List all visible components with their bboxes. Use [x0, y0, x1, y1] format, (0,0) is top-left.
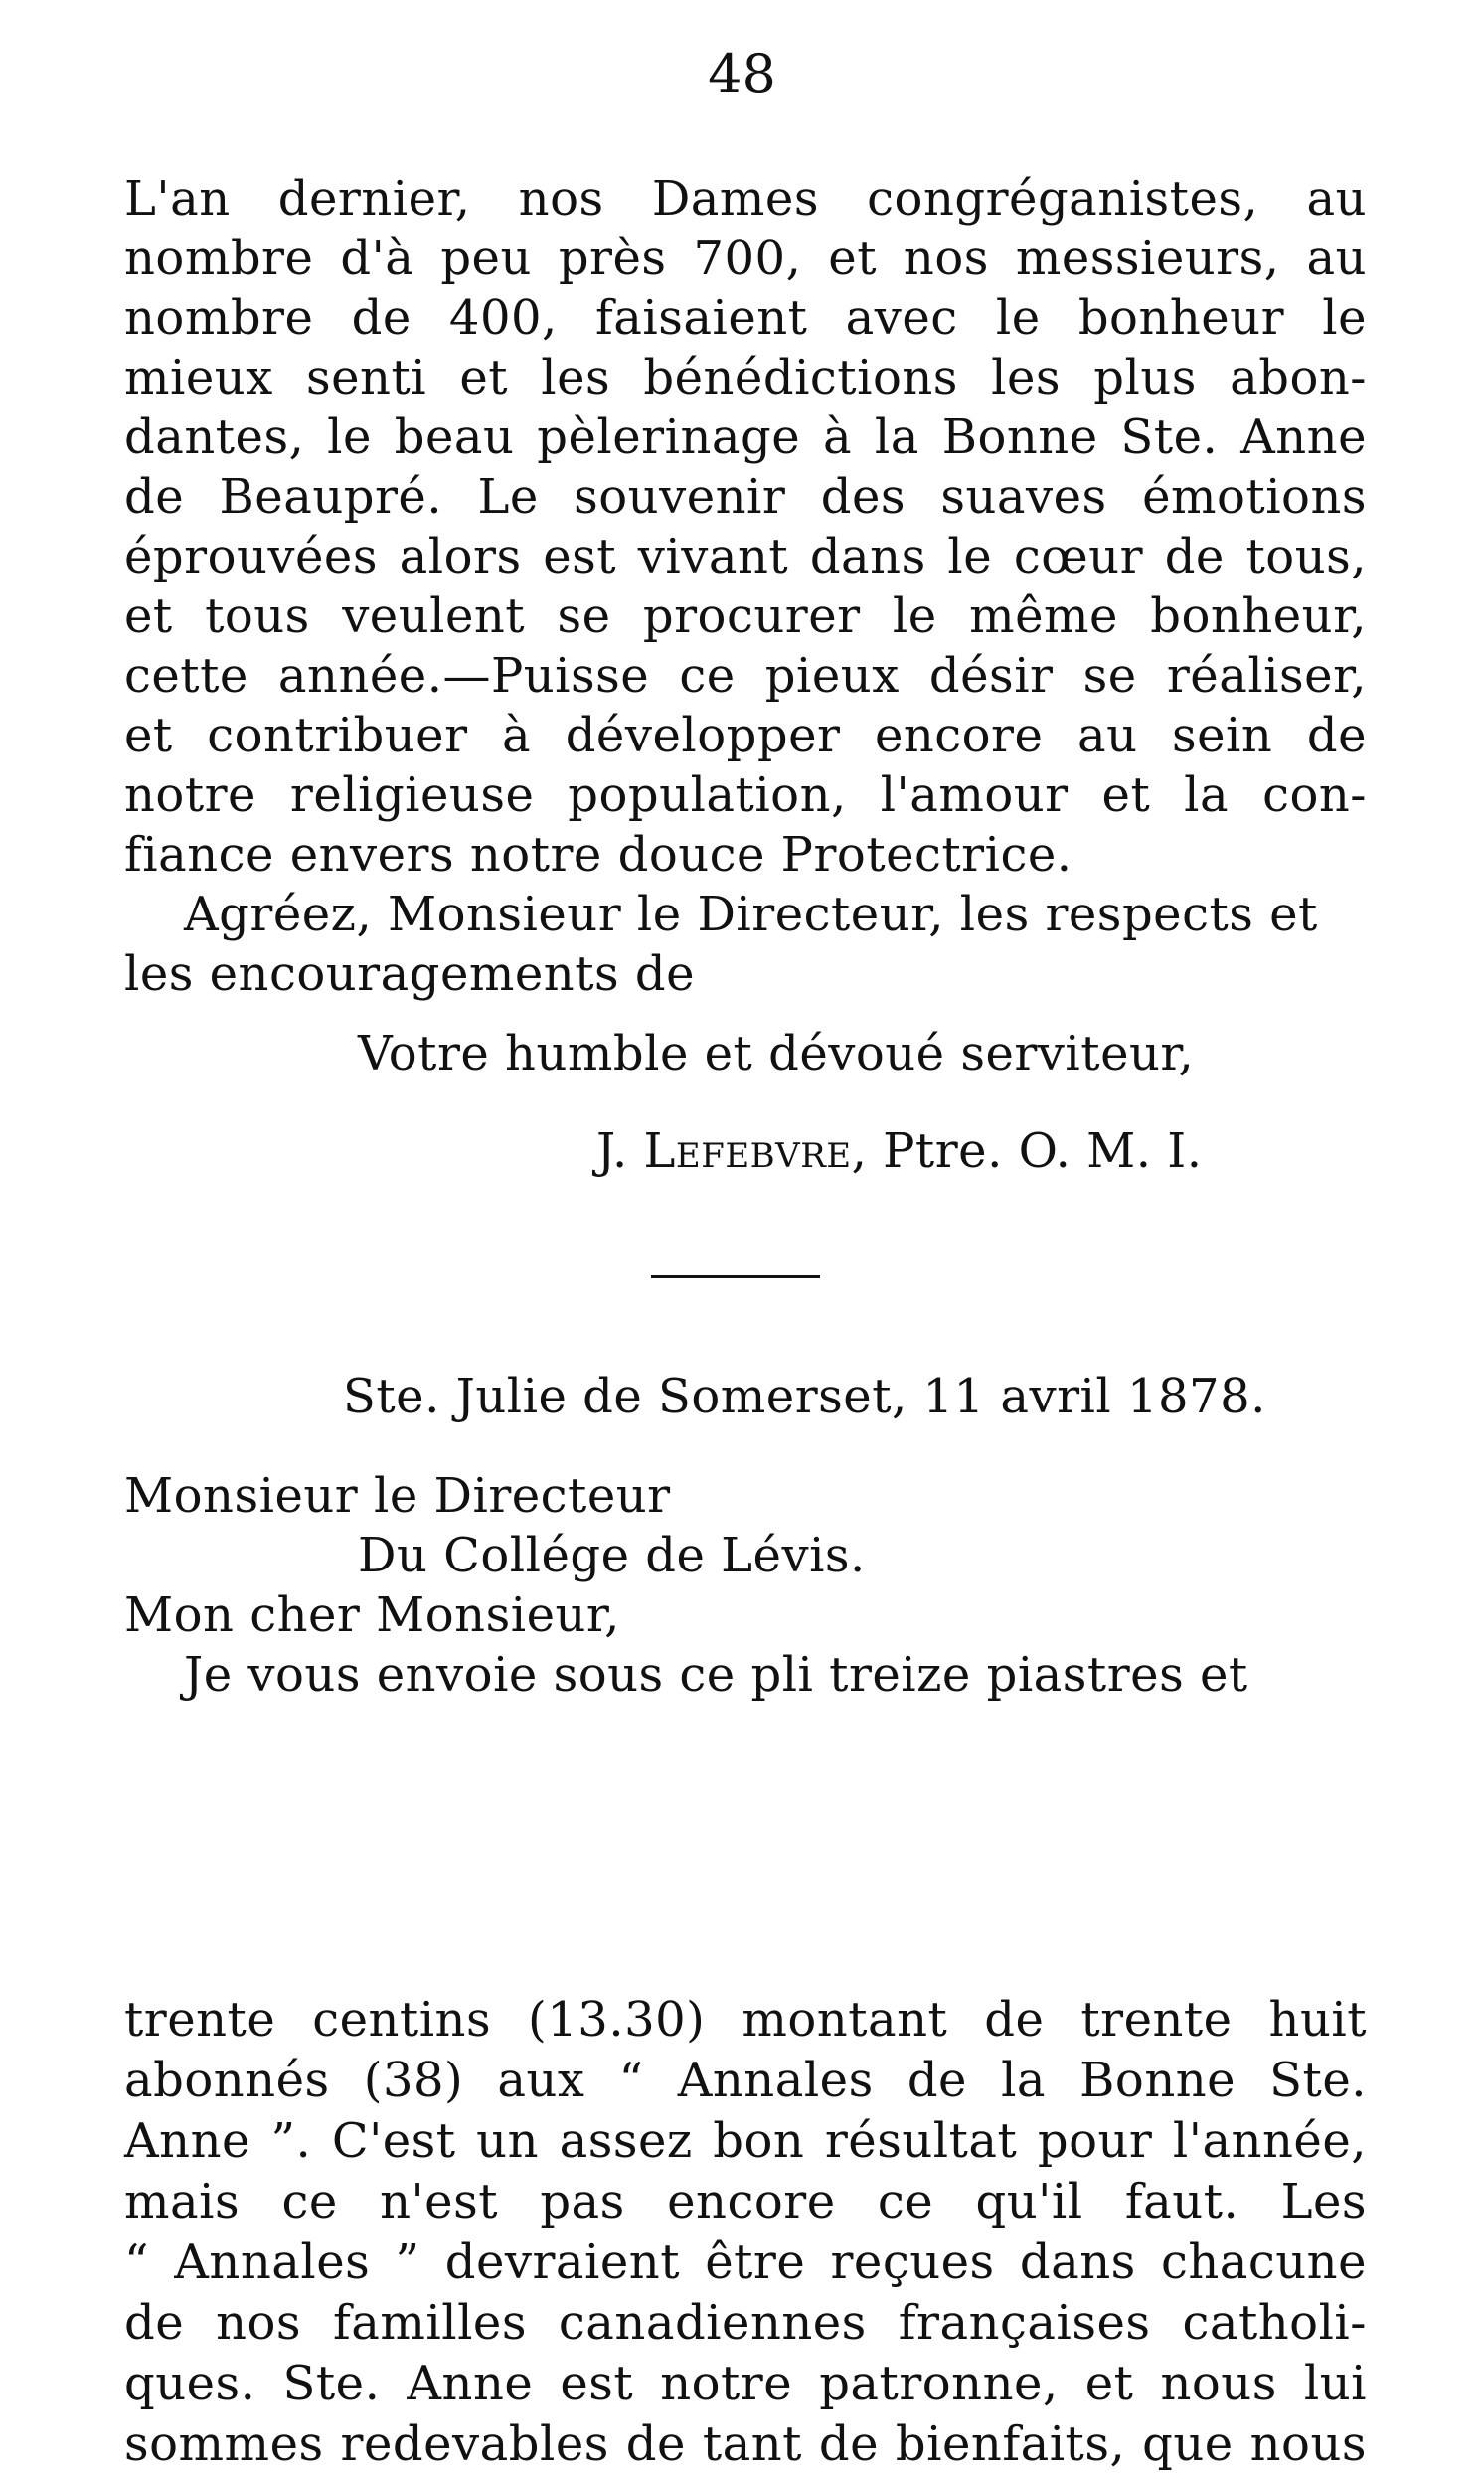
text-line: et tous veulent se procurer le même bonheur,	[124, 588, 1367, 644]
signature-name: Lefebvre	[643, 1123, 852, 1179]
text-line: sommes redevables de tant de bienfaits, que nous	[124, 2416, 1367, 2472]
dateline: Ste. Julie de Somerset, 11 avril 1878.	[343, 1369, 1266, 1424]
text-line: mieux senti et les bénédictions les plus abon-	[124, 350, 1367, 406]
signature	[596, 1121, 1203, 1181]
letter-first-line: Je vous envoie sous ce pli treize piastres et	[184, 1647, 1248, 1703]
section-separator	[651, 1275, 820, 1278]
text-line: notre religieuse population, l'amour et la con-	[124, 767, 1367, 823]
text-line: Anne ”. C'est un assez bon résultat pour l'année,	[124, 2113, 1367, 2169]
closing-line-3: Votre humble et dévoué serviteur,	[358, 1026, 1195, 1081]
letter-body	[124, 1990, 1367, 2475]
greeting: Mon cher Monsieur,	[124, 1587, 620, 1643]
text-line: ques. Ste. Anne est notre patronne, et nous lui	[124, 2356, 1367, 2411]
paragraph-congregation	[124, 169, 1367, 885]
text-line: nombre de 400, faisaient avec le bonheur le	[124, 290, 1367, 346]
signature-initial: J.	[596, 1123, 628, 1179]
text-line: de nos familles canadiennes françaises catholi-	[124, 2295, 1367, 2351]
addressee-line-1: Monsieur le Directeur	[124, 1468, 671, 1524]
text-line: cette année.—Puisse ce pieux désir se réaliser,	[124, 648, 1367, 704]
text-line: abonnés (38) aux “ Annales de la Bonne Ste.	[124, 2053, 1367, 2108]
text-line: fiance envers notre douce Protectrice.	[124, 827, 1072, 883]
text-line: L'an dernier, nos Dames congréganistes, au	[124, 171, 1367, 227]
text-line: “ Annales ” devraient être reçues dans chacune	[124, 2234, 1367, 2290]
text-line: et contribuer à développer encore au sein de	[124, 708, 1367, 763]
text-line: éprouvées alors est vivant dans le cœur de tous,	[124, 529, 1367, 584]
addressee-line-2: Du Collége de Lévis.	[358, 1528, 866, 1583]
closing-line-1: Agréez, Monsieur le Directeur, les respects et	[184, 887, 1318, 942]
text-line: mais ce n'est pas encore ce qu'il faut. Les	[124, 2174, 1367, 2229]
text-line: dantes, le beau pèlerinage à la Bonne Ste. Anne	[124, 410, 1367, 465]
text-line: trente centins (13.30) montant de trente huit	[124, 1992, 1367, 2048]
page-number: 48	[708, 43, 776, 105]
signature-suffix: , Ptre. O. M. I.	[851, 1123, 1203, 1179]
closing-line-2: les encouragements de	[124, 946, 696, 1002]
text-line: de Beaupré. Le souvenir des suaves émotions	[124, 469, 1367, 525]
text-line: nombre d'à peu près 700, et nos messieurs, au	[124, 231, 1367, 286]
